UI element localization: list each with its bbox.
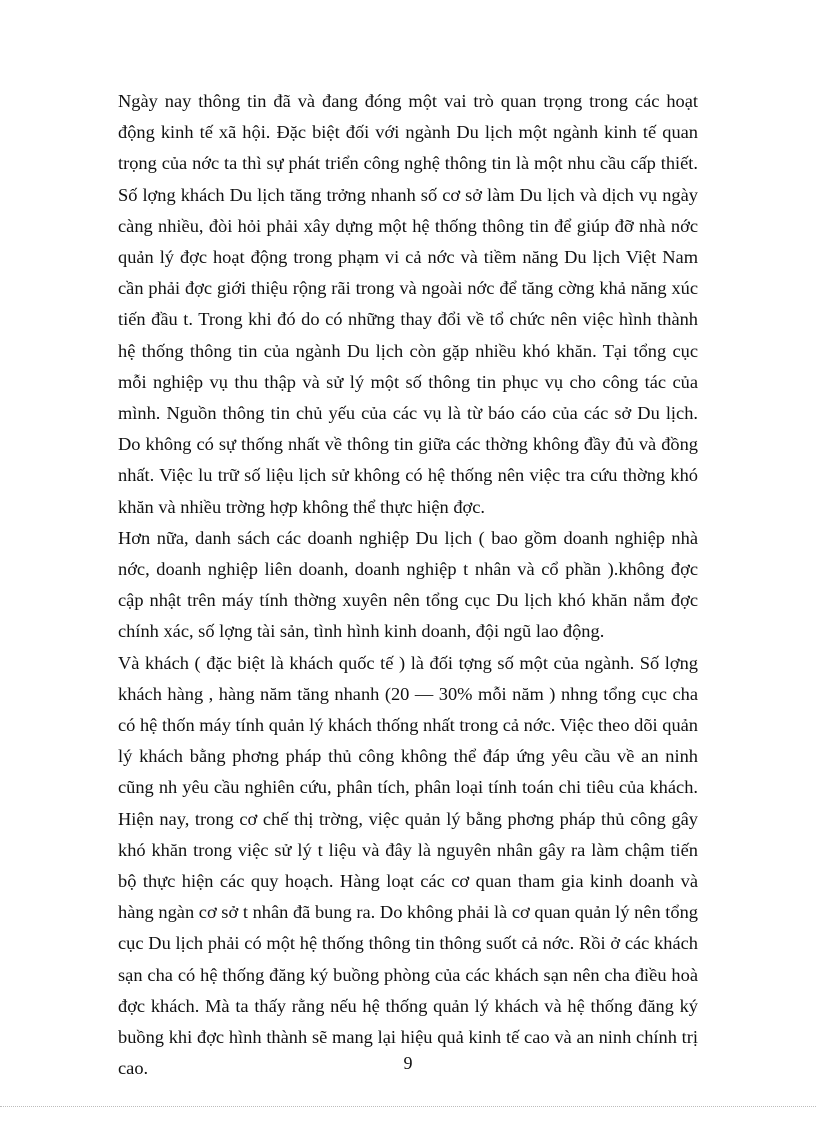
paragraph-1: Ngày nay thông tin đã và đang đóng một vai trò quan trọng trong các hoạt động kinh tế xã hội. Đặc biệt đối với ngành Du lịch một ngành kinh tế quan trọng của nớc ta thì sự phát triển công nghệ thông tin là một nhu cầu cấp thiết. Số lợng khách Du lịch tăng trởng nhanh số cơ sở làm Du lịch và dịch vụ ngày càng nhiều, đòi hỏi phải xây dựng một hệ thống thông tin để giúp đỡ nhà nớc quản lý đợc hoạt động trong phạm vi cả nớc và tiềm năng Du lịch Việt Nam cần phải đợc giới thiệu rộng rãi trong và ngoài nớc để tăng cờng khả năng xúc tiến đầu t. Trong khi đó do có những thay đổi về tổ chức nên việc hình thành hệ thống thông tin của ngành Du lịch còn gặp nhiều khó khăn. Tại tổng cục mỗi nghiệp vụ thu thập và sử lý một số thông tin phục vụ cho công tác của mình. Nguồn thông tin chủ yếu của các vụ là từ báo cáo của các sở Du lịch. Do không có sự thống nhất về thông tin giữa các thờng không đầy đủ và đồng nhất. Việc lu trữ số liệu lịch sử không có hệ thống nên việc tra cứu thờng khó khăn và nhiều trờng hợp không thể thực hiện đợc.	[118, 91, 698, 517]
body-text	[118, 86, 698, 1085]
footer-divider	[0, 1106, 816, 1107]
paragraph-3: Và khách ( đặc biệt là khách quốc tế ) là đối tợng số một của ngành. Số lợng khách hàng , hàng năm tăng nhanh (20 — 30% mỗi năm ) nhng tổng cục cha có hệ thốn máy tính quản lý khách thống nhất trong cả nớc. Việc theo dõi quản lý khách bằng phơng pháp thủ công không thể đáp ứng yêu cầu về an ninh cũng nh yêu cầu nghiên cứu, phân tích, phân loại tính toán chi tiêu của khách. Hiện nay, trong cơ chế thị trờng, việc quản lý bằng phơng pháp thủ công gây khó khăn trong việc sử lý t liệu và đây là nguyên nhân gây ra làm chậm tiến bộ thực hiện các quy hoạch. Hàng loạt các cơ quan tham gia kinh doanh và hàng ngàn cơ sở t nhân đã bung ra. Do không phải là cơ quan quản lý nên tổng cục Du lịch phải có một hệ thống thông tin thông suốt cả nớc. Rồi ở các khách sạn cha có hệ thống đăng ký buồng phòng của các khách sạn nên cha điều hoà đợc khách. Mà ta thấy rằng nếu hệ thống quản lý khách và hệ thống đăng ký buồng khi đợc hình thành sẽ mang lại hiệu quả kinh tế cao và an ninh chính trị cao.	[118, 652, 698, 1079]
page-number: 9	[403, 1053, 413, 1073]
paragraph-2: Hơn nữa, danh sách các doanh nghiệp Du lịch ( bao gồm doanh nghiệp nhà nớc, doanh nghiệp liên doanh, doanh nghiệp t nhân và cổ phần ).không đợc cập nhật trên máy tính thờng xuyên nên tổng cục Du lịch khó khăn nắm đợc chính xác, số lợng tài sản, tình hình kinh doanh, đội ngũ lao động.	[118, 527, 698, 642]
